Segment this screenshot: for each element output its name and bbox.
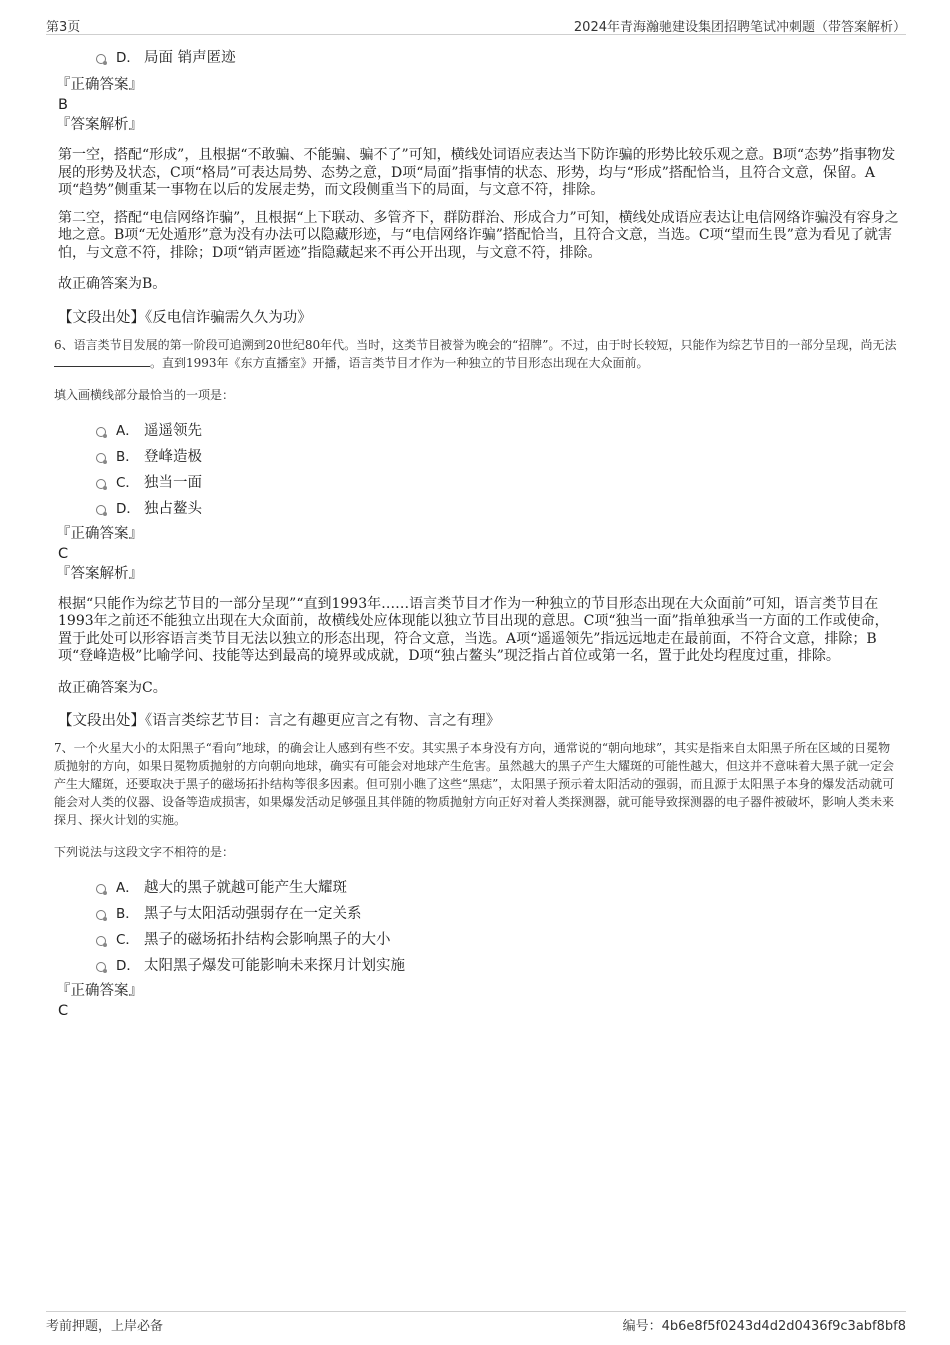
radio-icon[interactable] bbox=[96, 505, 106, 515]
q7-prompt: 下列说法与这段文字不相符的是： bbox=[54, 845, 235, 859]
option-text: 黑子与太阳活动强弱存在一定关系 bbox=[144, 906, 362, 922]
document-serial: 编号：4b6e8f5f0243d4d2d0436f9c3abf8bf8 bbox=[622, 1319, 906, 1334]
option-text: 越大的黑子就越可能产生大耀斑 bbox=[144, 880, 347, 896]
q6-option-b[interactable] bbox=[96, 444, 900, 470]
source-prefix: 【文段出处】 bbox=[58, 713, 145, 729]
q5-option-d[interactable] bbox=[96, 45, 900, 71]
q5-source bbox=[58, 308, 900, 328]
q6-analysis: 根据“只能作为综艺节目的一部分呈现”“直到1993年……语言类节目才作为一种独立的节目形态出现在大众面前”可知，语言类节目在1993年之前还不能独立出现在大众面前，故横线处应体现能以独立节目出现的意思。C项“独当一面”指单独承当一方面的工作或使命，置于此处可以形容语言类节目无法以独立的形态出现，符合文意，当选。A项“遥遥领先”指远远地走在最前面，不符合文意，排除；B项“登峰造极”比喻学问、技能等达到最高的境界或成就，D项“独占鳌头”现泛指占首位或第一名，置于此处均程度过重，排除。 bbox=[58, 595, 889, 664]
q7-answer: C bbox=[58, 1003, 69, 1019]
document-title: 2024年青海瀚驰建设集团招聘笔试冲刺题（带答案解析） bbox=[573, 20, 906, 35]
source-title: 《语言类综艺节目：言之有趣更应言之有物、言之有理》 bbox=[145, 713, 501, 729]
q5-conclusion: 故正确答案为B。 bbox=[58, 276, 167, 292]
q6-prompt: 填入画横线部分最恰当的一项是： bbox=[54, 387, 235, 402]
q6-answer: C bbox=[58, 545, 69, 562]
q7-stem: 7、一个火星大小的太阳黑子“看向”地球，的确会让人感到有些不安。其实黑子本身没有方向，通常说的“朝向地球”，其实是指来自太阳黑子所在区域的日冕物质抛射的方向，如果日冕物质抛射的方向朝向地球，确实有可能会对地球产生危害。虽然越大的黑子产生大耀斑的可能性越大，但这并不意味着大黑子就一定会产生大耀斑，还要取决于黑子的磁场拓扑结构等很多因素。但可别小瞧了这些“黑痣”，太阳黑子预示着太阳活动的强弱，而且源于太阳黑子本身的爆发活动就可能会对人类的仪器、设备等造成损害，如果爆发活动足够强且其伴随的物质抛射方向正好对着人类探测器，就可能导致探测器的电子器件被破坏，影响人类未来探月、探火计划的实施。 bbox=[54, 741, 895, 827]
q6-option-d[interactable] bbox=[96, 496, 900, 522]
q5-answer: B bbox=[58, 97, 68, 113]
analysis-label: 『答案解析』 bbox=[56, 565, 143, 582]
option-letter: A． bbox=[116, 422, 139, 439]
option-text: 遥遥领先 bbox=[144, 422, 202, 439]
option-letter: D． bbox=[116, 50, 140, 66]
page-number: 第3页 bbox=[46, 20, 81, 35]
page-header bbox=[46, 14, 906, 35]
correct-answer-label: 『正确答案』 bbox=[56, 525, 143, 542]
radio-icon[interactable] bbox=[96, 453, 106, 463]
q6-option-c[interactable] bbox=[96, 470, 900, 496]
option-text: 独占鳌头 bbox=[144, 500, 202, 517]
q6-stem bbox=[54, 336, 900, 372]
footer-slogan: 考前押题，上岸必备 bbox=[46, 1319, 164, 1334]
correct-answer-label: 『正确答案』 bbox=[56, 77, 143, 93]
q7-option-d[interactable] bbox=[96, 953, 900, 979]
option-text: 太阳黑子爆发可能影响未来探月计划实施 bbox=[144, 958, 405, 974]
option-letter: C． bbox=[116, 474, 139, 491]
option-text: 局面 销声匿迹 bbox=[144, 50, 236, 66]
analysis-label: 『答案解析』 bbox=[56, 117, 143, 133]
radio-icon[interactable] bbox=[96, 54, 106, 64]
radio-icon[interactable] bbox=[96, 479, 106, 489]
q7-option-c[interactable] bbox=[96, 927, 900, 953]
fill-blank bbox=[54, 354, 150, 367]
option-letter: A． bbox=[116, 880, 139, 896]
source-prefix: 【文段出处】 bbox=[58, 309, 145, 326]
radio-icon[interactable] bbox=[96, 427, 106, 437]
q6-stem-part-2: 。直到1993年《东方直播室》开播，语言类节目才作为一种独立的节目形态出现在大众面前。 bbox=[150, 355, 649, 370]
option-text: 登峰造极 bbox=[144, 448, 202, 465]
q6-source bbox=[58, 711, 900, 731]
source-title: 《反电信诈骗需久久为功》 bbox=[145, 309, 312, 326]
q6-option-a[interactable] bbox=[96, 418, 900, 444]
option-letter: C． bbox=[116, 932, 139, 948]
q6-conclusion: 故正确答案为C。 bbox=[58, 679, 167, 696]
q5-analysis-paragraph-1: 第一空，搭配“形成”，且根据“不敢骗、不能骗、骗不了”可知，横线处词语应表达当下防诈骗的形势比较乐观之意。B项“态势”指事物发展的形势及状态，C项“格局”可表达局势、态势之意，D项“局面”指事情的状态、形势，均与“形成”搭配恰当，且符合文意，保留。A项“趋势”侧重某一事物在以后的发展走势，而文段侧重当下的局面，与文意不符，排除。 bbox=[58, 147, 896, 198]
radio-icon[interactable] bbox=[96, 936, 106, 946]
option-text: 独当一面 bbox=[144, 474, 202, 491]
option-letter: D． bbox=[116, 500, 140, 517]
option-letter: D． bbox=[116, 958, 140, 974]
correct-answer-label: 『正确答案』 bbox=[56, 983, 143, 999]
q6-stem-part-1: 6、语言类节目发展的第一阶段可追溯到20世纪80年代。当时，这类节目被誉为晚会的“招牌”。不过，由于时长较短，只能作为综艺节目的一部分呈现，尚无法 bbox=[54, 337, 897, 352]
q6-options bbox=[58, 418, 900, 522]
option-text: 黑子的磁场拓扑结构会影响黑子的大小 bbox=[144, 932, 391, 948]
radio-icon[interactable] bbox=[96, 884, 106, 894]
q7-option-b[interactable] bbox=[96, 901, 900, 927]
q5-analysis-paragraph-2: 第二空，搭配“电信网络诈骗”，且根据“上下联动、多管齐下，群防群治、形成合力”可知，横线处成语应表达让电信网络诈骗没有容身之地之意。B项“无处遁形”意为没有办法可以隐藏形迹，与“电信网络诈骗”搭配恰当，且符合文意，当选。C项“望而生畏”意为看见了就害怕，与文意不符，排除；D项“销声匿迹”指隐藏起来不再公开出现，与文意不符，排除。 bbox=[58, 209, 899, 261]
radio-icon[interactable] bbox=[96, 910, 106, 920]
q7-option-a[interactable] bbox=[96, 875, 900, 901]
page-content bbox=[54, 46, 900, 1021]
option-letter: B． bbox=[116, 906, 139, 922]
q7-options bbox=[58, 875, 900, 979]
page-footer bbox=[46, 1311, 906, 1334]
radio-icon[interactable] bbox=[96, 962, 106, 972]
option-letter: B． bbox=[116, 448, 139, 465]
